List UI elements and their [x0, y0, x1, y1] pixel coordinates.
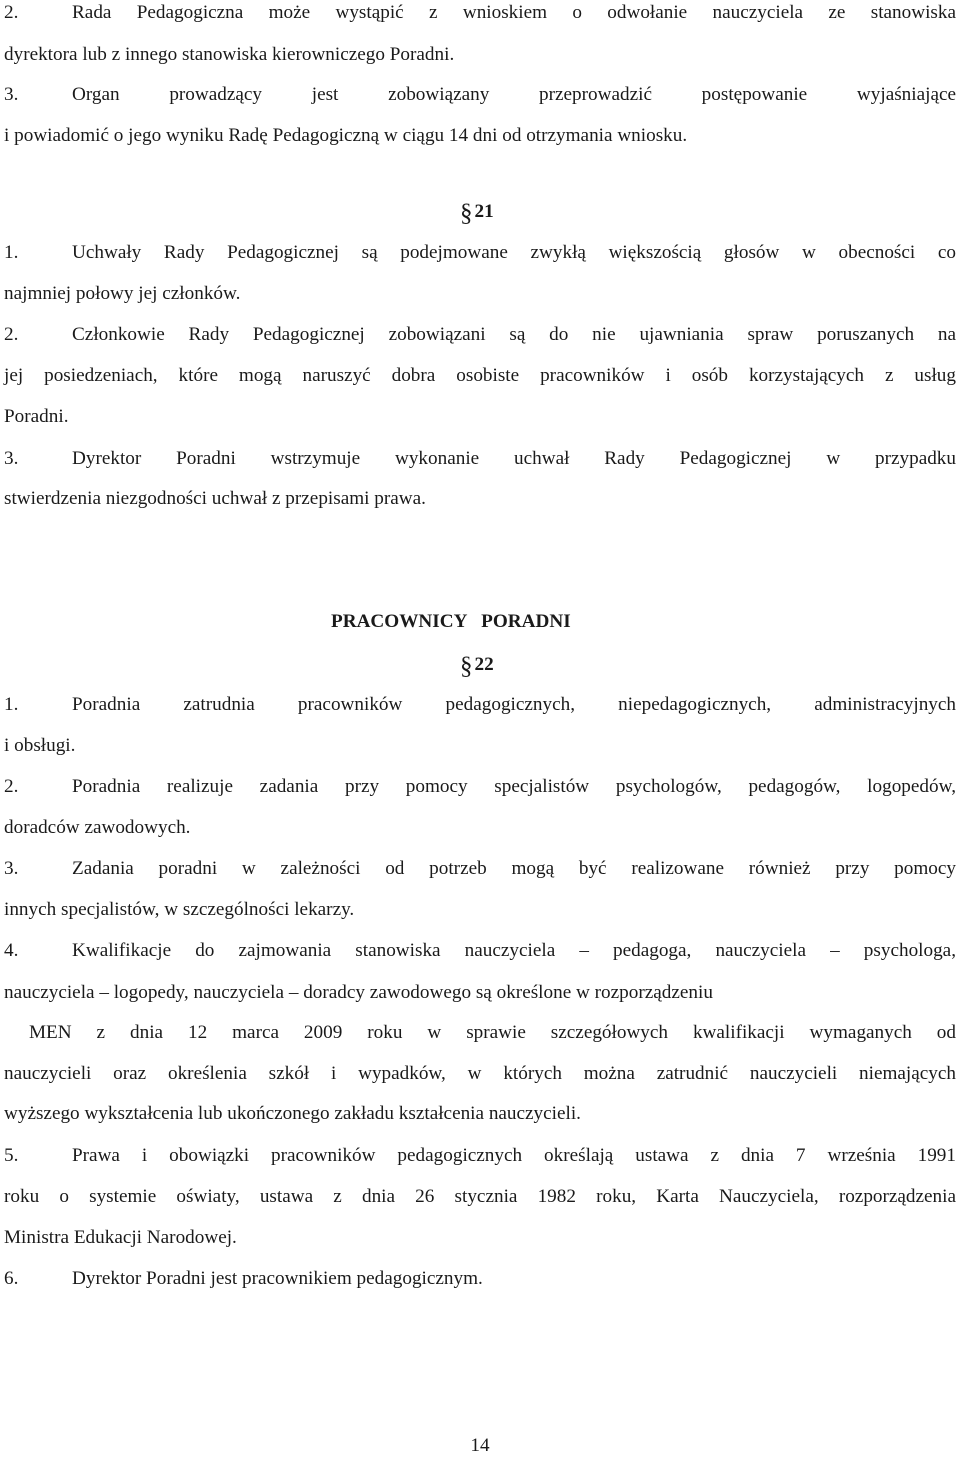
paragraph-line	[4, 940, 956, 962]
section-number: 21	[474, 201, 494, 222]
paragraph-line	[4, 776, 956, 798]
paragraph-line: nauczyciela – logopedy, nauczyciela – doradcy zawodowego są określone w rozporządzeniu	[4, 982, 713, 1003]
paragraph-line	[4, 84, 956, 106]
section-sign-icon: §	[460, 653, 473, 680]
section-21-heading	[460, 200, 494, 228]
paragraph-text: Uchwały Rady Pedagogicznej są podejmowane zwykłą większością głosów w obecności co	[72, 242, 956, 263]
paragraph-line: roku o systemie oświaty, ustawa z dnia 26 stycznia 1982 roku, Karta Nauczyciela, rozporządzenia	[4, 1186, 956, 1207]
paragraph-line	[4, 324, 956, 346]
paragraph-number: 4.	[4, 940, 19, 961]
document-page	[4, 0, 956, 1455]
paragraph-number: 3.	[4, 858, 19, 879]
paragraph-number: 2.	[4, 324, 19, 345]
paragraph-line	[4, 858, 956, 880]
chapter-heading: PRACOWNICY PORADNI	[331, 611, 571, 632]
paragraph-line: wyższego wykształcenia lub ukończonego zakładu kształcenia nauczycieli.	[4, 1103, 581, 1124]
paragraph-line: i powiadomić o jego wyniku Radę Pedagogiczną w ciągu 14 dni od otrzymania wniosku.	[4, 125, 688, 146]
paragraph-number: 6.	[4, 1268, 19, 1289]
paragraph-text: Dyrektor Poradni jest pracownikiem pedagogicznym.	[72, 1268, 483, 1289]
section-number: 22	[474, 654, 494, 675]
paragraph-number: 3.	[4, 84, 19, 105]
paragraph-text: Dyrektor Poradni wstrzymuje wykonanie uchwał Rady Pedagogicznej w przypadku	[72, 448, 956, 469]
paragraph-line: dyrektora lub z innego stanowiska kierowniczego Poradni.	[4, 44, 455, 65]
paragraph-line: najmniej połowy jej członków.	[4, 283, 241, 304]
paragraph-text: Członkowie Rady Pedagogicznej zobowiązani są do nie ujawniania spraw poruszanych na	[72, 324, 956, 345]
paragraph-number: 3.	[4, 448, 19, 469]
paragraph-line	[4, 242, 956, 264]
paragraph-line: Ministra Edukacji Narodowej.	[4, 1227, 237, 1248]
paragraph-number: 1.	[4, 242, 19, 263]
paragraph-text: Organ prowadzący jest zobowiązany przeprowadzić postępowanie wyjaśniające	[72, 84, 956, 105]
paragraph-line	[4, 694, 956, 716]
paragraph-text: Rada Pedagogiczna może wystąpić z wnioskiem o odwołanie nauczyciela ze stanowiska	[72, 2, 956, 23]
paragraph-text: Poradnia realizuje zadania przy pomocy specjalistów psychologów, pedagogów, logopedów,	[72, 776, 956, 797]
paragraph-text: Prawa i obowiązki pracowników pedagogicznych określają ustawa z dnia 7 września 1991	[72, 1145, 956, 1166]
paragraph-line	[4, 1145, 956, 1167]
paragraph-line: MEN z dnia 12 marca 2009 roku w sprawie szczegółowych kwalifikacji wymaganych od	[4, 1022, 956, 1043]
paragraph-line	[4, 1268, 956, 1290]
section-22-heading	[460, 653, 494, 681]
paragraph-line: Poradni.	[4, 406, 69, 427]
page-number: 14	[470, 1435, 490, 1456]
paragraph-line: innych specjalistów, w szczególności lekarzy.	[4, 899, 355, 920]
paragraph-number: 2.	[4, 776, 19, 797]
paragraph-text: Zadania poradni w zależności od potrzeb mogą być realizowane również przy pomocy	[72, 858, 956, 879]
section-sign-icon: §	[460, 200, 473, 227]
paragraph-line: stwierdzenia niezgodności uchwał z przepisami prawa.	[4, 488, 426, 509]
paragraph-line: jej posiedzeniach, które mogą naruszyć dobra osobiste pracowników i osób korzystających z usług	[4, 365, 956, 386]
paragraph-number: 2.	[4, 2, 19, 23]
paragraph-text: Poradnia zatrudnia pracowników pedagogicznych, niepedagogicznych, administracyjnych	[72, 694, 956, 715]
paragraph-line	[4, 448, 956, 470]
paragraph-line	[4, 2, 956, 24]
paragraph-line: doradców zawodowych.	[4, 817, 191, 838]
paragraph-line: i obsługi.	[4, 735, 76, 756]
paragraph-number: 1.	[4, 694, 19, 715]
paragraph-number: 5.	[4, 1145, 19, 1166]
paragraph-line: nauczycieli oraz określenia szkół i wypadków, w których można zatrudnić nauczycieli niemających	[4, 1063, 956, 1084]
paragraph-text: Kwalifikacje do zajmowania stanowiska nauczyciela – pedagoga, nauczyciela – psychologa,	[72, 940, 956, 961]
